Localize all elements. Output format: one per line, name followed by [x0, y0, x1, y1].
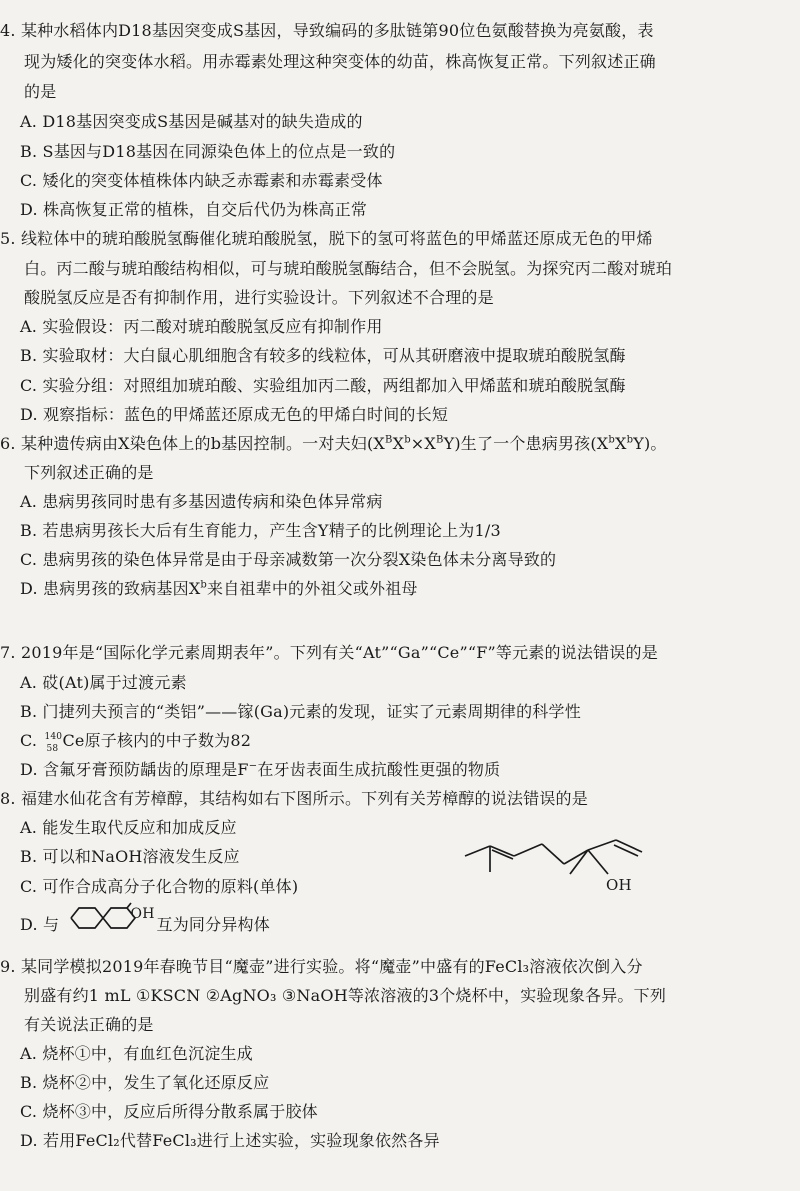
q8-d-text-2: 互为同分异构体 — [156, 915, 270, 934]
question-7-option-c — [20, 730, 251, 756]
bond-5 — [542, 844, 564, 864]
bicyclic-oh-label: OH — [130, 906, 155, 922]
question-4-option-b: B. S基因与D18基因在同源染色体上的位点是一致的 — [20, 142, 396, 161]
question-6-option-a: A. 患病男孩同时患有多基因遗传病和染色体异常病 — [20, 492, 383, 511]
question-5-option-a: A. 实验假设：丙二酸对琥珀酸脱氢反应有抑制作用 — [20, 317, 383, 336]
q6-sup-1: B — [385, 434, 393, 446]
q6-d-text-2: 来自祖辈中的外祖父或外祖母 — [207, 579, 418, 598]
question-7-stem-line-1: 7. 2019年是“国际化学元素周期表年”。下列有关“At”“Ga”“Ce”“F”等元素的说法错误的是 — [0, 643, 658, 662]
q7-d-text-1: D. 含氟牙膏预防龋齿的原理是F — [20, 760, 249, 779]
question-8-option-a: A. 能发生取代反应和加成反应 — [20, 818, 237, 837]
q8-d-text-1: D. 与 — [20, 915, 60, 934]
linalool-oh-label: OH — [606, 876, 632, 894]
question-5-stem-line-2: 白。丙二酸与琥珀酸结构相似，可与琥珀酸脱氢酶结合，但不会脱氢。为探究丙二酸对琥珀 — [24, 259, 673, 278]
question-6-stem-line-2: 下列叙述正确的是 — [24, 463, 154, 482]
question-8-option-d — [20, 906, 270, 938]
q6-text-6: Y)。 — [633, 434, 667, 453]
q6-d-sup: b — [200, 579, 208, 591]
q6-text-4: Y)生了一个患病男孩(X — [443, 434, 609, 453]
question-6-option-d — [20, 578, 418, 604]
atomic-number: 58 — [46, 744, 59, 754]
bicyclic-alcohol-structure — [65, 906, 155, 934]
ring-left — [71, 908, 103, 928]
q7-c-text: Ce原子核内的中子数为82 — [62, 731, 252, 750]
question-4-stem-line-1: 4. 某种水稻体内D18基因突变成S基因，导致编码的多肽链第90位色氨酸替换为亮氨酸，表 — [0, 21, 654, 40]
q6-sup-5: b — [626, 434, 634, 446]
question-8-option-b: B. 可以和NaOH溶液发生反应 — [20, 847, 240, 866]
bond-6 — [564, 850, 588, 864]
bond-4 — [514, 844, 542, 856]
question-9-stem-line-1: 9. 某同学模拟2019年春晚节目“魔壶”进行实验。将“魔壶”中盛有的FeCl₃溶液依次倒入分 — [0, 957, 643, 976]
bond-methyl — [570, 850, 588, 874]
question-5-option-c: C. 实验分组：对照组加琥珀酸、实验组加丙二酸，两组都加入甲烯蓝和琥珀酸脱氢酶 — [20, 376, 626, 395]
linalool-structure — [462, 836, 662, 896]
q6-sup-2: b — [404, 434, 411, 446]
question-8-option-c: C. 可作合成高分子化合物的原料(单体) — [20, 877, 299, 896]
question-5-stem-line-1: 5. 线粒体中的琥珀酸脱氢酶催化琥珀酸脱氢，脱下的氢可将蓝色的甲烯蓝还原成无色的甲烯 — [0, 229, 653, 248]
question-6-stem-line-1 — [0, 433, 667, 459]
question-4-option-d: D. 株高恢复正常的植株，自交后代仍为株高正常 — [20, 200, 368, 219]
question-5-option-d: D. 观察指标：蓝色的甲烯蓝还原成无色的甲烯白时间的长短 — [20, 405, 449, 424]
q6-d-text-1: D. 患病男孩的致病基因X — [20, 579, 201, 598]
nuclide-notation — [42, 730, 63, 754]
question-4-option-a: A. D18基因突变成S基因是碱基对的缺失造成的 — [20, 112, 363, 131]
question-9-stem-line-2: 别盛有约1 mL ①KSCN ②AgNO₃ ③NaOH等浓溶液的3个烧杯中，实验现象各异。下列 — [24, 986, 667, 1005]
q6-text-3: ×X — [410, 434, 436, 453]
q7-d-sup: − — [248, 760, 258, 772]
bond-1 — [465, 846, 490, 856]
question-9-option-b: B. 烧杯②中，发生了氧化还原反应 — [20, 1073, 270, 1092]
question-5-option-b: B. 实验取材：大白鼠心肌细胞含有较多的线粒体，可从其研磨液中提取琥珀酸脱氢酶 — [20, 346, 626, 365]
mass-number: 140 — [44, 732, 63, 742]
question-6-option-b: B. 若患病男孩长大后有生育能力，产生含Y精子的比例理论上为1/3 — [20, 521, 501, 540]
question-9-option-a: A. 烧杯①中，有血红色沉淀生成 — [20, 1044, 253, 1063]
question-7-option-b: B. 门捷列夫预言的“类铝”——镓(Ga)元素的发现，证实了元素周期律的科学性 — [20, 702, 581, 721]
bond-vinyl — [588, 840, 616, 850]
q7-d-text-2: 在牙齿表面生成抗酸性更强的物质 — [257, 760, 501, 779]
question-6-option-c: C. 患病男孩的染色体异常是由于母亲减数第一次分裂X染色体未分离导致的 — [20, 550, 557, 569]
question-7-option-a: A. 砹(At)属于过渡元素 — [20, 673, 187, 692]
question-4-stem-line-2: 现为矮化的突变体水稻。用赤霉素处理这种突变体的幼苗，株高恢复正常。下列叙述正确 — [24, 52, 656, 71]
double-bond-vinyl — [614, 845, 638, 856]
question-4-option-c: C. 矮化的突变体植株体内缺乏赤霉素和赤霉素受体 — [20, 171, 383, 190]
question-9-stem-line-3: 有关说法正确的是 — [24, 1015, 154, 1034]
question-9-option-c: C. 烧杯③中，反应后所得分散系属于胶体 — [20, 1102, 318, 1121]
question-7-option-d — [20, 759, 500, 785]
question-5-stem-line-3: 酸脱氢反应是否有抑制作用，进行实验设计。下列叙述不合理的是 — [24, 288, 494, 307]
bond-vinyl-2 — [616, 840, 642, 852]
q6-sup-4: b — [608, 434, 616, 446]
question-4-stem-line-3: 的是 — [24, 82, 57, 101]
q6-text-5: X — [615, 434, 627, 453]
q7-c-prefix: C. — [20, 731, 43, 750]
bond-oh — [588, 850, 608, 874]
q6-sup-3: B — [436, 434, 444, 446]
question-9-option-d: D. 若用FeCl₂代替FeCl₃进行上述实验，实验现象依然各异 — [20, 1131, 440, 1150]
q6-text-1: 6. 某种遗传病由X染色体上的b基因控制。一对夫妇(X — [0, 434, 386, 453]
question-8-stem-line-1: 8. 福建水仙花含有芳樟醇，其结构如右下图所示。下列有关芳樟醇的说法错误的是 — [0, 789, 588, 808]
q6-text-2: X — [392, 434, 405, 453]
